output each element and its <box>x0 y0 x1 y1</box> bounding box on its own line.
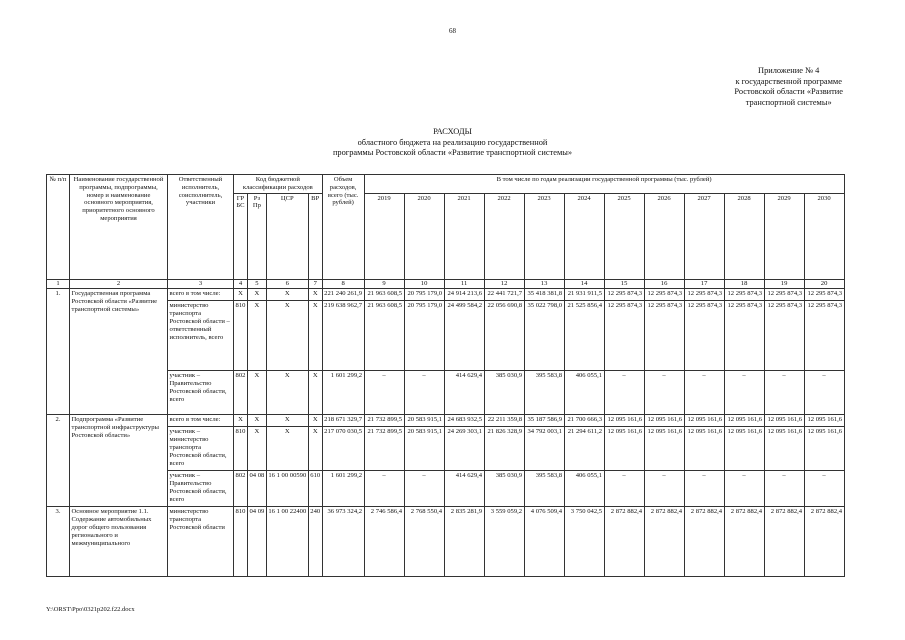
row-year-value: 385 030,9 <box>484 471 524 507</box>
row-year-value: 2 835 281,9 <box>444 507 484 577</box>
row-year-value: 12 295 874,3 <box>724 289 764 301</box>
column-number: 12 <box>484 279 524 289</box>
title-line: РАСХОДЫ <box>433 127 472 136</box>
row-number: 2. <box>47 415 70 507</box>
row-year-value: 22 211 359,8 <box>484 415 524 427</box>
appendix-line: к государственной программе <box>735 76 842 86</box>
row-year-value: – <box>684 371 724 415</box>
row-year-value: 385 030,9 <box>484 371 524 415</box>
row-year-value: 12 295 874,3 <box>604 289 644 301</box>
row-name: Государственная программа Ростовской области «Развитие транспортной системы» <box>70 289 168 415</box>
row-total: 1 601 299,2 <box>322 371 364 415</box>
row-year-value: 12 095 161,6 <box>604 415 644 427</box>
row-year-value: 12 095 161,6 <box>804 415 844 427</box>
row-year-value: – <box>644 471 684 507</box>
row-csr: X <box>266 427 308 471</box>
title-line: областного бюджета на реализацию государственной <box>357 137 548 147</box>
row-year-value: 24 499 584,2 <box>444 301 484 371</box>
row-year-value: 12 095 161,6 <box>644 415 684 427</box>
header-year: 2023 <box>524 193 564 279</box>
row-total: 217 070 030,5 <box>322 427 364 471</box>
header-csr: ЦСР <box>266 193 308 279</box>
column-number: 1 <box>47 279 70 289</box>
column-number: 7 <box>308 279 322 289</box>
row-year-value: – <box>364 371 404 415</box>
row-year-value: – <box>604 471 644 507</box>
appendix-line: транспортной системы» <box>745 97 832 107</box>
row-csr: X <box>266 289 308 301</box>
row-year-value: – <box>404 371 444 415</box>
row-year-value: 414 629,4 <box>444 471 484 507</box>
row-year-value: – <box>404 471 444 507</box>
row-year-value: 2 746 586,4 <box>364 507 404 577</box>
row-grbs: 810 <box>234 507 248 577</box>
header-row <box>47 175 845 194</box>
row-grbs: X <box>234 289 248 301</box>
row-year-value: 3 750 042,5 <box>564 507 604 577</box>
row-year-value: 12 095 161,6 <box>724 415 764 427</box>
row-year-value: 12 295 874,3 <box>644 289 684 301</box>
document-title <box>0 127 905 159</box>
row-year-value: 21 732 899,5 <box>364 427 404 471</box>
row-year-value: 2 872 882,4 <box>684 507 724 577</box>
row-year-value: 20 583 915,1 <box>404 415 444 427</box>
row-year-value: 12 095 161,6 <box>644 427 684 471</box>
row-rzpr: X <box>248 371 267 415</box>
row-vr: X <box>308 289 322 301</box>
row-year-value: 21 732 899,5 <box>364 415 404 427</box>
header-name: Наименование государственной программы, подпрограммы, номер и наименование основного мероприятия, приоритетного основного мероприятия <box>70 175 168 280</box>
row-year-value: 21 963 608,5 <box>364 289 404 301</box>
row-year-value: – <box>724 471 764 507</box>
file-path-footer: Y:\ORST\Ppo\0321p202.f22.docx <box>46 606 135 613</box>
header-year: 2027 <box>684 193 724 279</box>
row-year-value: 2 872 882,4 <box>724 507 764 577</box>
row-vr: X <box>308 415 322 427</box>
row-year-value: 20 583 915,1 <box>404 427 444 471</box>
header-rzpr: Рз Пр <box>248 193 267 279</box>
header-year: 2025 <box>604 193 644 279</box>
row-year-value: 2 872 882,4 <box>644 507 684 577</box>
row-year-value: 12 095 161,6 <box>724 427 764 471</box>
row-year-value: 21 294 611,2 <box>564 427 604 471</box>
column-number: 20 <box>804 279 844 289</box>
row-year-value: 12 095 161,6 <box>764 427 804 471</box>
appendix-line: Ростовской области «Развитие <box>734 87 843 96</box>
row-responsible: всего в том числе: <box>168 415 234 427</box>
row-year-value: 12 295 874,3 <box>804 289 844 301</box>
row-rzpr: X <box>248 415 267 427</box>
row-grbs: 802 <box>234 371 248 415</box>
row-year-value: 395 583,8 <box>524 471 564 507</box>
column-number: 17 <box>684 279 724 289</box>
row-responsible: участник – Правительство Ростовской области, всего <box>168 471 234 507</box>
row-grbs: 810 <box>234 427 248 471</box>
row-year-value: – <box>804 471 844 507</box>
header-year: 2024 <box>564 193 604 279</box>
row-year-value: – <box>724 371 764 415</box>
header-vr: ВР <box>308 193 322 279</box>
table-row <box>47 289 845 301</box>
column-number-row <box>47 279 845 289</box>
row-year-value: 406 055,1 <box>564 471 604 507</box>
row-rzpr: X <box>248 289 267 301</box>
row-rzpr: X <box>248 427 267 471</box>
row-number: 1. <box>47 289 70 415</box>
header-year: 2028 <box>724 193 764 279</box>
row-year-value: 2 872 882,4 <box>604 507 644 577</box>
row-year-value: 12 095 161,6 <box>804 427 844 471</box>
header-volume: Объем расходов, всего (тыс. рублей) <box>322 175 364 280</box>
column-number: 10 <box>404 279 444 289</box>
row-responsible: всего в том числе: <box>168 289 234 301</box>
row-name: Подпрограмма «Развитие транспортной инфраструктуры Ростовской области» <box>70 415 168 507</box>
header-years-group: В том числе по годам реализации государственной программы (тыс. рублей) <box>364 175 844 194</box>
row-year-value: 24 914 213,6 <box>444 289 484 301</box>
row-vr: 240 <box>308 507 322 577</box>
row-year-value: 20 795 179,0 <box>404 301 444 371</box>
column-number: 18 <box>724 279 764 289</box>
table-row <box>47 507 845 577</box>
row-name: Основное мероприятие 1.1. Содержание автомобильных дорог общего пользования регионального и межмуниципального <box>70 507 168 577</box>
row-year-value: 22 056 690,8 <box>484 301 524 371</box>
row-year-value: 12 295 874,3 <box>604 301 644 371</box>
row-year-value: 35 418 381,8 <box>524 289 564 301</box>
appendix-note <box>734 66 843 108</box>
column-number: 13 <box>524 279 564 289</box>
column-number: 8 <box>322 279 364 289</box>
row-year-value: 24 269 303,1 <box>444 427 484 471</box>
row-csr: 16 1 00 00590 <box>266 471 308 507</box>
header-kbk: Код бюджетной классификации расходов <box>234 175 323 194</box>
row-year-value: 12 095 161,6 <box>684 427 724 471</box>
column-number: 5 <box>248 279 267 289</box>
row-responsible: участник – министерство транспорта Ростовской области, всего <box>168 427 234 471</box>
header-year: 2029 <box>764 193 804 279</box>
row-responsible: участник – Правительство Ростовской области, всего <box>168 371 234 415</box>
row-year-value: – <box>764 471 804 507</box>
title-line: программы Ростовской области «Развитие транспортной системы» <box>332 148 573 157</box>
page-number: 68 <box>449 27 456 35</box>
row-year-value: 21 700 666,3 <box>564 415 604 427</box>
row-year-value: 21 963 608,5 <box>364 301 404 371</box>
row-csr: X <box>266 415 308 427</box>
row-total: 36 973 324,2 <box>322 507 364 577</box>
row-year-value: 3 559 059,2 <box>484 507 524 577</box>
header-year: 2026 <box>644 193 684 279</box>
row-year-value: 35 022 798,0 <box>524 301 564 371</box>
row-year-value: 395 583,8 <box>524 371 564 415</box>
column-number: 2 <box>70 279 168 289</box>
row-year-value: – <box>684 471 724 507</box>
table-row <box>47 415 845 427</box>
row-year-value: 4 076 509,4 <box>524 507 564 577</box>
expenses-table-container <box>46 174 845 577</box>
row-year-value: 2 872 882,4 <box>764 507 804 577</box>
row-responsible: министерство транспорта Ростовской области – ответственный исполнитель, всего <box>168 301 234 371</box>
row-number: 3. <box>47 507 70 577</box>
row-year-value: 21 826 328,9 <box>484 427 524 471</box>
row-year-value: 12 295 874,3 <box>804 301 844 371</box>
row-csr: 16 1 00 22400 <box>266 507 308 577</box>
header-grbs: ГР БС <box>234 193 248 279</box>
row-year-value: 12 295 874,3 <box>764 289 804 301</box>
row-year-value: – <box>364 471 404 507</box>
row-vr: X <box>308 427 322 471</box>
appendix-line: Приложение № 4 <box>758 66 820 75</box>
column-number: 6 <box>266 279 308 289</box>
row-year-value: 2 768 550,4 <box>404 507 444 577</box>
row-year-value: 12 295 874,3 <box>764 301 804 371</box>
row-year-value: 414 629,4 <box>444 371 484 415</box>
row-rzpr: 04 09 <box>248 507 267 577</box>
row-year-value: 20 795 179,0 <box>404 289 444 301</box>
row-csr: X <box>266 371 308 415</box>
row-year-value: – <box>604 371 644 415</box>
row-year-value: 12 295 874,3 <box>684 301 724 371</box>
row-year-value: 22 441 721,7 <box>484 289 524 301</box>
header-num: № п/п <box>47 175 70 280</box>
header-year: 2019 <box>364 193 404 279</box>
column-number: 15 <box>604 279 644 289</box>
row-year-value: 12 095 161,6 <box>764 415 804 427</box>
row-year-value: – <box>764 371 804 415</box>
column-number: 19 <box>764 279 804 289</box>
header-responsible: Ответственный исполнитель, соисполнитель, участники <box>168 175 234 280</box>
header-year: 2022 <box>484 193 524 279</box>
column-number: 11 <box>444 279 484 289</box>
row-year-value: – <box>644 371 684 415</box>
row-year-value: 12 095 161,6 <box>684 415 724 427</box>
row-year-value: 12 295 874,3 <box>684 289 724 301</box>
column-number: 16 <box>644 279 684 289</box>
row-vr: X <box>308 301 322 371</box>
header-year: 2030 <box>804 193 844 279</box>
row-year-value: 2 872 882,4 <box>804 507 844 577</box>
row-year-value: 406 055,1 <box>564 371 604 415</box>
row-total: 221 240 261,9 <box>322 289 364 301</box>
row-responsible: министерство транспорта Ростовской области <box>168 507 234 577</box>
row-grbs: 802 <box>234 471 248 507</box>
row-year-value: 12 095 161,6 <box>604 427 644 471</box>
column-number: 4 <box>234 279 248 289</box>
row-vr: X <box>308 371 322 415</box>
row-grbs: 810 <box>234 301 248 371</box>
header-year: 2021 <box>444 193 484 279</box>
row-total: 218 671 329,7 <box>322 415 364 427</box>
column-number: 14 <box>564 279 604 289</box>
row-year-value: 21 931 911,5 <box>564 289 604 301</box>
row-year-value: 34 792 003,1 <box>524 427 564 471</box>
row-year-value: 12 295 874,3 <box>644 301 684 371</box>
row-total: 219 638 962,7 <box>322 301 364 371</box>
row-year-value: 21 525 856,4 <box>564 301 604 371</box>
row-year-value: – <box>804 371 844 415</box>
row-year-value: 12 295 874,3 <box>724 301 764 371</box>
column-number: 9 <box>364 279 404 289</box>
row-rzpr: 04 08 <box>248 471 267 507</box>
column-number: 3 <box>168 279 234 289</box>
row-csr: X <box>266 301 308 371</box>
row-grbs: X <box>234 415 248 427</box>
header-year: 2020 <box>404 193 444 279</box>
row-year-value: 35 187 586,9 <box>524 415 564 427</box>
row-total: 1 601 299,2 <box>322 471 364 507</box>
expenses-table <box>46 174 845 577</box>
row-rzpr: X <box>248 301 267 371</box>
row-year-value: 24 683 932,5 <box>444 415 484 427</box>
row-vr: 610 <box>308 471 322 507</box>
